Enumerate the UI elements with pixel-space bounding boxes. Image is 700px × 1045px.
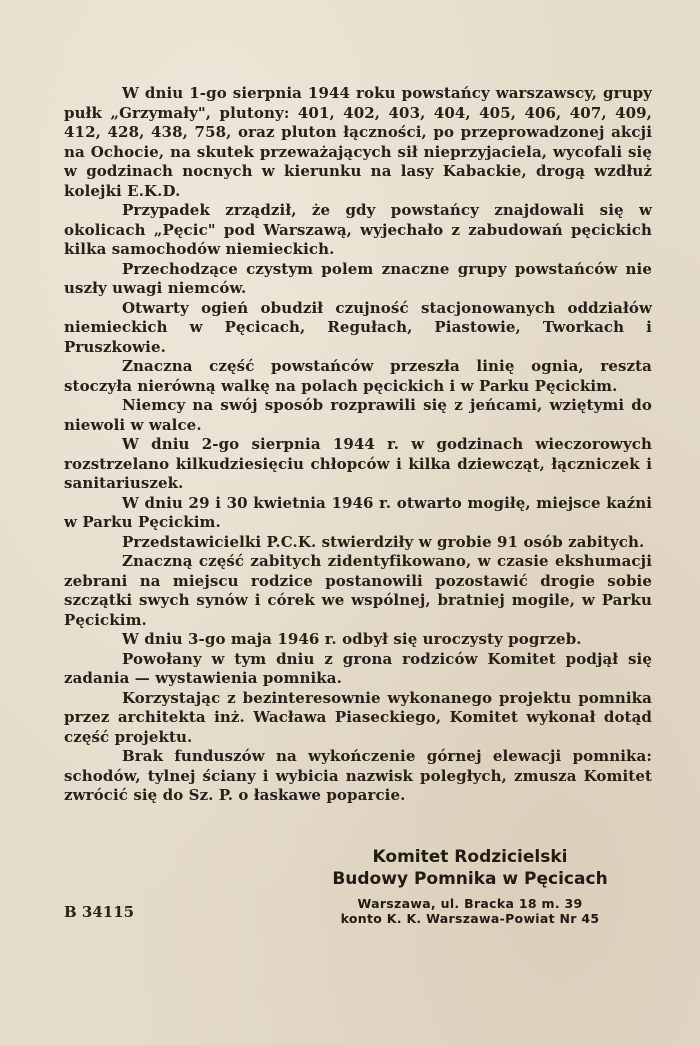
paragraph: Znaczną część zabitych zidentyfikowano, w czasie ekshumacji zebrani na miejscu rodzice postanowili pozostawić drogie sobie szczątki swych synów i córek we wspólnej, bratniej mogile, w Parku Pęcickim. <box>64 552 652 629</box>
committee-purpose: Budowy Pomnika w Pęcicach <box>332 869 608 889</box>
paragraph: Brak funduszów na wykończenie górnej elewacji pomnika: schodów, tylnej ściany i wybicia nazwisk poległych, zmusza Komitet zwrócić się do Sz. P. o łaskawe poparcie. <box>64 747 652 804</box>
paragraph: W dniu 29 i 30 kwietnia 1946 r. otwarto mogiłę, miejsce kaźni w Parku Pęcickim. <box>64 493 652 531</box>
paragraph: Przechodzące czystym polem znaczne grupy powstańców nie uszły uwagi niemców. <box>64 259 652 297</box>
paragraph: Przedstawicielki P.C.K. stwierdziły w grobie 91 osób zabitych. <box>122 532 645 551</box>
committee-signature <box>300 846 640 926</box>
committee-name: Komitet Rodzicielski <box>372 847 568 867</box>
paragraph: Przypadek zrządził, że gdy powstańcy znajdowali się w okolicach „Pęcic" pod Warszawą, wyjechało z zabudowań pęcickich kilka samochodów niemieckich. <box>64 201 652 258</box>
paragraph: Otwarty ogień obudził czujność stacjonowanych oddziałów niemieckich w Pęcicach, Regułach, Piastowie, Tworkach i Pruszkowie. <box>64 298 652 356</box>
letter-body <box>64 84 652 806</box>
paragraph: Powołany w tym dniu z grona rodziców Komitet podjął się zadania — wystawienia pomnika. <box>64 649 652 687</box>
paragraph: Niemcy na swój sposób rozprawili się z jeńcami, wziętymi do niewoli w walce. <box>64 396 652 434</box>
paragraph: Korzystając z bezinteresownie wykonanego projektu pomnika przez architekta inż. Wacława Piaseckiego, Komitet wykonał dotąd część projektu. <box>64 688 652 746</box>
paragraph: W dniu 1-go sierpnia 1944 roku powstańcy warszawscy, grupy pułk „Grzymały", plutony: 401, 402, 403, 404, 405, 406, 407, 409, 412, 428, 438, 758, oraz pluton łączności, po przeprowadzonej akcji na Ochocie, na skutek przeważających sił nieprzyjaciela, wycofali się w godzinach nocnych w kierunku na lasy Kabackie, drogą wzdłuż kolejki E.K.D. <box>64 84 652 200</box>
committee-address: Warszawa, ul. Bracka 18 m. 39 <box>357 896 583 911</box>
paragraph: W dniu 3-go maja 1946 r. odbył się uroczysty pogrzeb. <box>122 630 582 648</box>
committee-account: konto K. K. Warszawa-Powiat Nr 45 <box>340 911 600 926</box>
paragraph: Znaczna część powstańców przeszła linię ognia, reszta stoczyła nierówną walkę na polach pęcickich i w Parku Pęcickim. <box>64 357 652 395</box>
paragraph: W dniu 2-go sierpnia 1944 r. w godzinach wieczorowych rozstrzelano kilkudziesięciu chłopców i kilka dziewcząt, łączniczek i sanitariuszek. <box>64 435 652 492</box>
catalog-number: B 34115 <box>64 903 135 921</box>
